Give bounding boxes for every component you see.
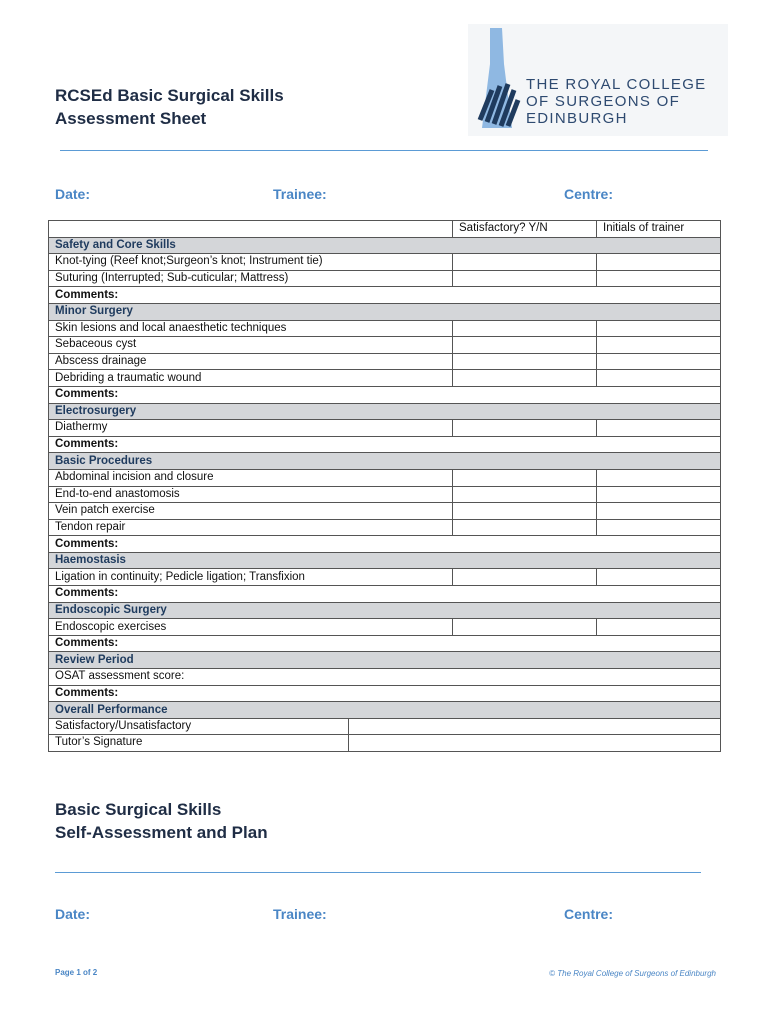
satisfactory-header: Satisfactory? Y/N — [453, 221, 597, 238]
skill-row: Vein patch exercise — [49, 503, 721, 520]
initials-cell[interactable] — [597, 320, 721, 337]
satisfactory-cell[interactable] — [453, 370, 597, 387]
comments-row[interactable]: Comments: — [49, 436, 721, 453]
initials-cell[interactable] — [597, 569, 721, 586]
section2-centre-label: Centre: — [564, 906, 614, 922]
initials-cell[interactable] — [597, 337, 721, 354]
satisfactory-cell[interactable] — [453, 337, 597, 354]
initials-cell[interactable] — [597, 619, 721, 636]
overall-result-row — [49, 718, 721, 735]
satisfactory-cell[interactable] — [453, 519, 597, 536]
satisfactory-cell[interactable] — [453, 486, 597, 503]
comments-row[interactable]: Comments: — [49, 586, 721, 603]
document-title — [55, 84, 284, 130]
page-number: Page 1 of 2 — [55, 968, 98, 977]
initials-cell[interactable] — [597, 486, 721, 503]
skill-row: Sebaceous cyst — [49, 337, 721, 354]
skill-row: Skin lesions and local anaesthetic techniques — [49, 320, 721, 337]
satisfactory-cell[interactable] — [453, 503, 597, 520]
comments-row[interactable]: Comments: — [49, 287, 721, 304]
signature-label: Tutor’s Signature — [49, 735, 349, 751]
initials-cell[interactable] — [597, 469, 721, 486]
satisfactory-cell[interactable] — [453, 353, 597, 370]
initials-cell[interactable] — [597, 353, 721, 370]
overall-result-label: Satisfactory/Unsatisfactory — [49, 719, 349, 735]
satisfactory-cell[interactable] — [453, 469, 597, 486]
skill-row: Abdominal incision and closure — [49, 469, 721, 486]
section2-trainee-label: Trainee: — [273, 906, 327, 922]
skill-row: Endoscopic exercises — [49, 619, 721, 636]
centre-label: Centre: — [564, 186, 614, 202]
satisfactory-cell[interactable] — [453, 420, 597, 437]
initials-cell[interactable] — [597, 519, 721, 536]
comments-row[interactable]: Comments: — [49, 635, 721, 652]
rcsed-logo — [468, 24, 728, 136]
skill-row: End-to-end anastomosis — [49, 486, 721, 503]
blank-header-cell — [49, 221, 453, 238]
skill-row: Abscess drainage — [49, 353, 721, 370]
assessment-table — [48, 220, 721, 752]
section-header-row: Haemostasis — [49, 552, 721, 569]
section2-divider — [55, 872, 701, 873]
initials-cell[interactable] — [597, 420, 721, 437]
section2-title-line-1: Basic Surgical Skills — [55, 800, 222, 819]
section-header-row: Basic Procedures — [49, 453, 721, 470]
skill-row: Tendon repair — [49, 519, 721, 536]
section-header-row: Safety and Core Skills — [49, 237, 721, 254]
initials-cell[interactable] — [597, 254, 721, 271]
details-row — [55, 186, 695, 206]
satisfactory-cell[interactable] — [453, 320, 597, 337]
table-header-row — [49, 221, 721, 238]
comments-row[interactable]: Comments: — [49, 386, 721, 403]
section-header-row: Overall Performance — [49, 702, 721, 719]
copyright-notice: © The Royal College of Surgeons of Edinburgh — [549, 969, 716, 978]
section2-date-label: Date: — [55, 906, 91, 922]
trainee-label: Trainee: — [273, 186, 327, 202]
comments-row[interactable]: Comments: — [49, 536, 721, 553]
overall-result-input[interactable] — [349, 719, 720, 735]
date-label: Date: — [55, 186, 91, 202]
comments-row[interactable]: Comments: — [49, 685, 721, 702]
satisfactory-cell[interactable] — [453, 619, 597, 636]
initials-header: Initials of trainer — [597, 221, 721, 238]
section2-title-line-2: Self-Assessment and Plan — [55, 823, 268, 842]
initials-cell[interactable] — [597, 370, 721, 387]
skill-row: Suturing (Interrupted; Sub-cuticular; Mattress) — [49, 270, 721, 287]
section-header-row: Minor Surgery — [49, 303, 721, 320]
section-header-row: Endoscopic Surgery — [49, 602, 721, 619]
satisfactory-cell[interactable] — [453, 254, 597, 271]
section2-details-row — [55, 906, 695, 926]
section-header-row: Review Period — [49, 652, 721, 669]
header-divider — [60, 150, 708, 151]
initials-cell[interactable] — [597, 503, 721, 520]
section2-title — [55, 798, 268, 844]
osat-score-row[interactable]: OSAT assessment score: — [49, 669, 721, 686]
initials-cell[interactable] — [597, 270, 721, 287]
signature-row — [49, 735, 721, 752]
signature-input[interactable] — [349, 735, 720, 751]
college-name: THE ROYAL COLLEGE OF SURGEONS OF EDINBURGH — [526, 76, 707, 127]
satisfactory-cell[interactable] — [453, 569, 597, 586]
title-line-1: RCSEd Basic Surgical Skills — [55, 86, 284, 105]
skill-row: Debriding a traumatic wound — [49, 370, 721, 387]
skill-row: Diathermy — [49, 420, 721, 437]
title-line-2: Assessment Sheet — [55, 109, 207, 128]
skill-row: Ligation in continuity; Pedicle ligation; Transfixion — [49, 569, 721, 586]
section-header-row: Electrosurgery — [49, 403, 721, 420]
satisfactory-cell[interactable] — [453, 270, 597, 287]
skill-row: Knot-tying (Reef knot;Surgeon’s knot; Instrument tie) — [49, 254, 721, 271]
